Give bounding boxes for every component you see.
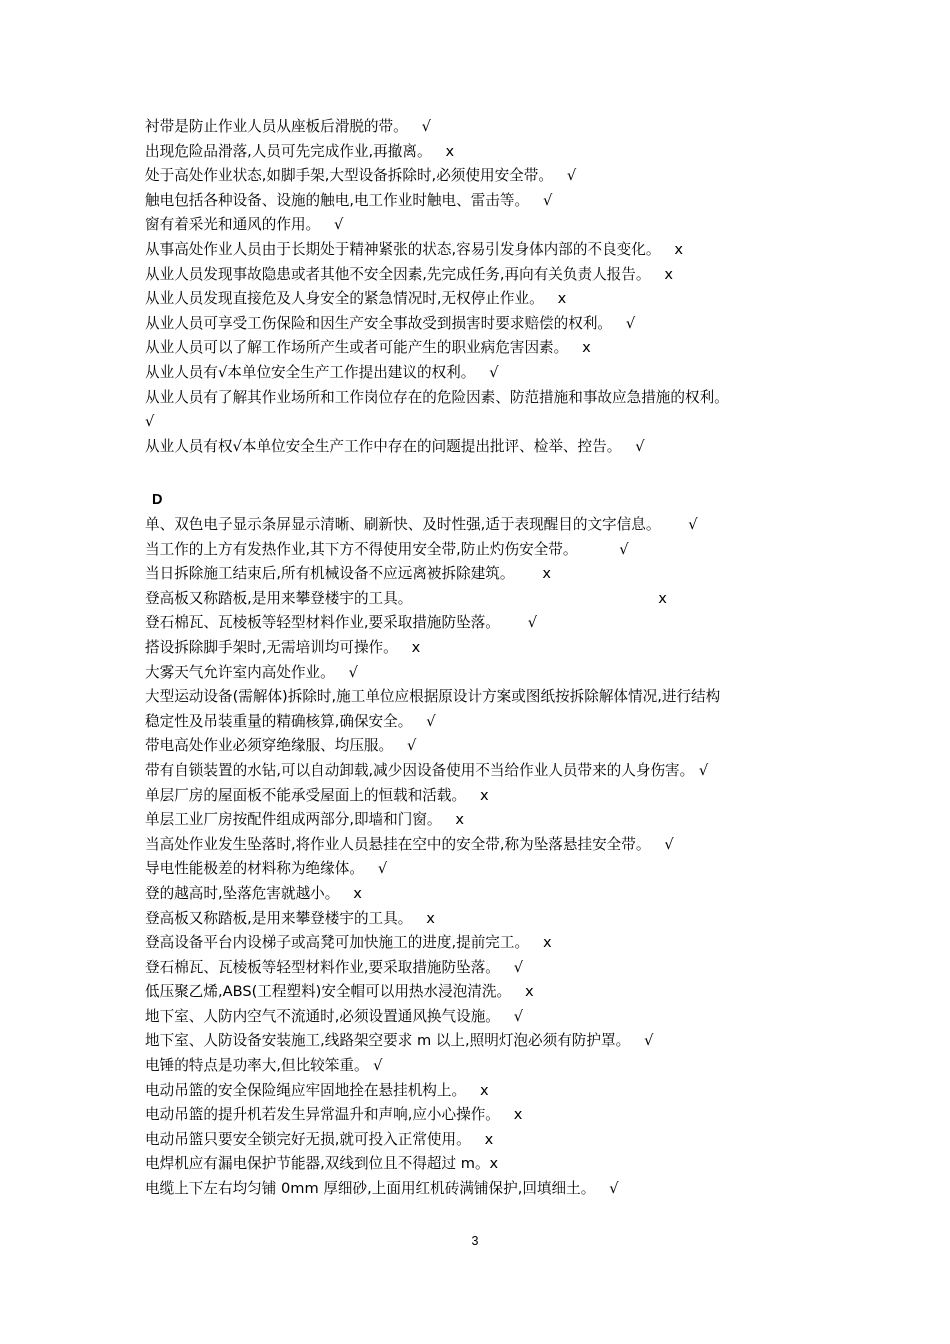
statement-line: 从事高处作业人员由于长期处于精神紧张的状态,容易引发身体内部的不良变化。 x	[145, 240, 683, 258]
statement-line: 窗有着采光和通风的作用。 √	[145, 216, 344, 234]
statement-line: 出现危险品滑落,人员可先完成作业,再撤离。 x	[145, 142, 455, 160]
statement-line: 从业人员有√本单位安全生产工作提出建议的权利。 √	[145, 363, 499, 381]
statement-line: 带有自锁装置的水钻,可以自动卸载,减少因设备使用不当给作业人员带来的人身伤害。 √	[145, 761, 709, 779]
statement-line: 当高处作业发生坠落时,将作业人员悬挂在空中的安全带,称为坠落悬挂安全带。 √	[145, 835, 674, 853]
statement-line: 从业人员发现直接危及人身安全的紧急情况时,无权停止作业。 x	[145, 290, 567, 308]
statement-line: 登高板又称踏板,是用来攀登楼宇的工具。 x	[145, 589, 667, 607]
statement-line: 从业人员可以了解工作场所产生或者可能产生的职业病危害因素。 x	[145, 339, 591, 357]
statement-line: 从业人员有权√本单位安全生产工作中存在的问题提出批评、检举、控告。 √	[145, 437, 645, 455]
statement-line: 单层厂房的屋面板不能承受屋面上的恒载和活载。 x	[145, 786, 489, 804]
statement-line: 登高板又称踏板,是用来攀登楼宇的工具。 x	[145, 909, 435, 927]
statement-line: 登石棉瓦、瓦棱板等轻型材料作业,要采取措施防坠落。 √	[145, 958, 524, 976]
statement-line: 电缆上下左右均匀铺 0mm 厚细砂,上面用红机砖满铺保护,回填细土。 √	[145, 1180, 619, 1198]
statement-line: 大型运动设备(需解体)拆除时,施工单位应根据原设计方案或图纸按拆除解体情况,进行结构	[145, 688, 721, 706]
statement-line: 单、双色电子显示条屏显示清晰、刷新快、及时性强,适于表现醒目的文字信息。 √	[145, 516, 698, 533]
statement-line: 登石棉瓦、瓦棱板等轻型材料作业,要采取措施防坠落。 √	[145, 614, 538, 632]
answer-list-top	[145, 115, 835, 459]
answer-list-section-d	[145, 513, 835, 1202]
statement-line: 电动吊篮的提升机若发生异常温升和声响,应小心操作。 x	[145, 1106, 523, 1124]
statement-line: 登的越高时,坠落危害就越小。 x	[145, 884, 362, 902]
statement-line: 带电高处作业必须穿绝缘服、均压服。 √	[145, 737, 417, 755]
statement-line: √	[145, 413, 155, 431]
statement-line: 导电性能极差的材料称为绝缘体。 √	[145, 860, 388, 878]
statement-line: 电焊机应有漏电保护节能器,双线到位且不得超过 m。x	[145, 1155, 499, 1173]
statement-line: 电动吊篮只要安全锁完好无损,就可投入正常使用。 x	[145, 1130, 494, 1148]
statement-line: 低压聚乙烯,ABS(工程塑料)安全帽可以用热水浸泡清洗。 x	[145, 983, 534, 1001]
section-heading-d: D	[152, 492, 163, 508]
statement-line: 地下室、人防设备安装施工,线路架空要求 m 以上,照明灯泡必须有防护罩。 √	[145, 1032, 654, 1050]
statement-line: 登高设备平台内设梯子或高凳可加快施工的进度,提前完工。 x	[145, 934, 552, 952]
statement-line: 电锤的特点是功率大,但比较笨重。 √	[145, 1057, 383, 1075]
statement-line: 稳定性及吊装重量的精确核算,确保安全。 √	[145, 712, 436, 730]
statement-line: 触电包括各种设备、设施的触电,电工作业时触电、雷击等。 √	[145, 191, 553, 209]
statement-line: 地下室、人防内空气不流通时,必须设置通风换气设施。 √	[145, 1007, 524, 1025]
statement-line: 从业人员发现事故隐患或者其他不安全因素,先完成任务,再向有关负责人报告。 x	[145, 265, 674, 283]
statement-line: 衬带是防止作业人员从座板后滑脱的带。 √	[145, 118, 431, 135]
statement-line: 从业人员有了解其作业场所和工作岗位存在的危险因素、防范措施和事故应急措施的权利。	[145, 388, 729, 406]
statement-line: 电动吊篮的安全保险绳应牢固地拴在悬挂机构上。 x	[145, 1081, 489, 1099]
statement-line: 处于高处作业状态,如脚手架,大型设备拆除时,必须使用安全带。 √	[145, 167, 577, 185]
page-number: 3	[471, 1234, 479, 1248]
statement-line: 当工作的上方有发热作业,其下方不得使用安全带,防止灼伤安全带。 √	[145, 540, 629, 558]
statement-line: 从业人员可享受工伤保险和因生产安全事故受到损害时要求赔偿的权利。 √	[145, 314, 636, 332]
statement-line: 搭设拆除脚手架时,无需培训均可操作。 x	[145, 638, 421, 656]
statement-line: 单层工业厂房按配件组成两部分,即墙和门窗。 x	[145, 811, 465, 829]
statement-line: 大雾天气允许室内高处作业。 √	[145, 663, 358, 681]
statement-line: 当日拆除施工结束后,所有机械设备不应远离被拆除建筑。 x	[145, 565, 551, 583]
